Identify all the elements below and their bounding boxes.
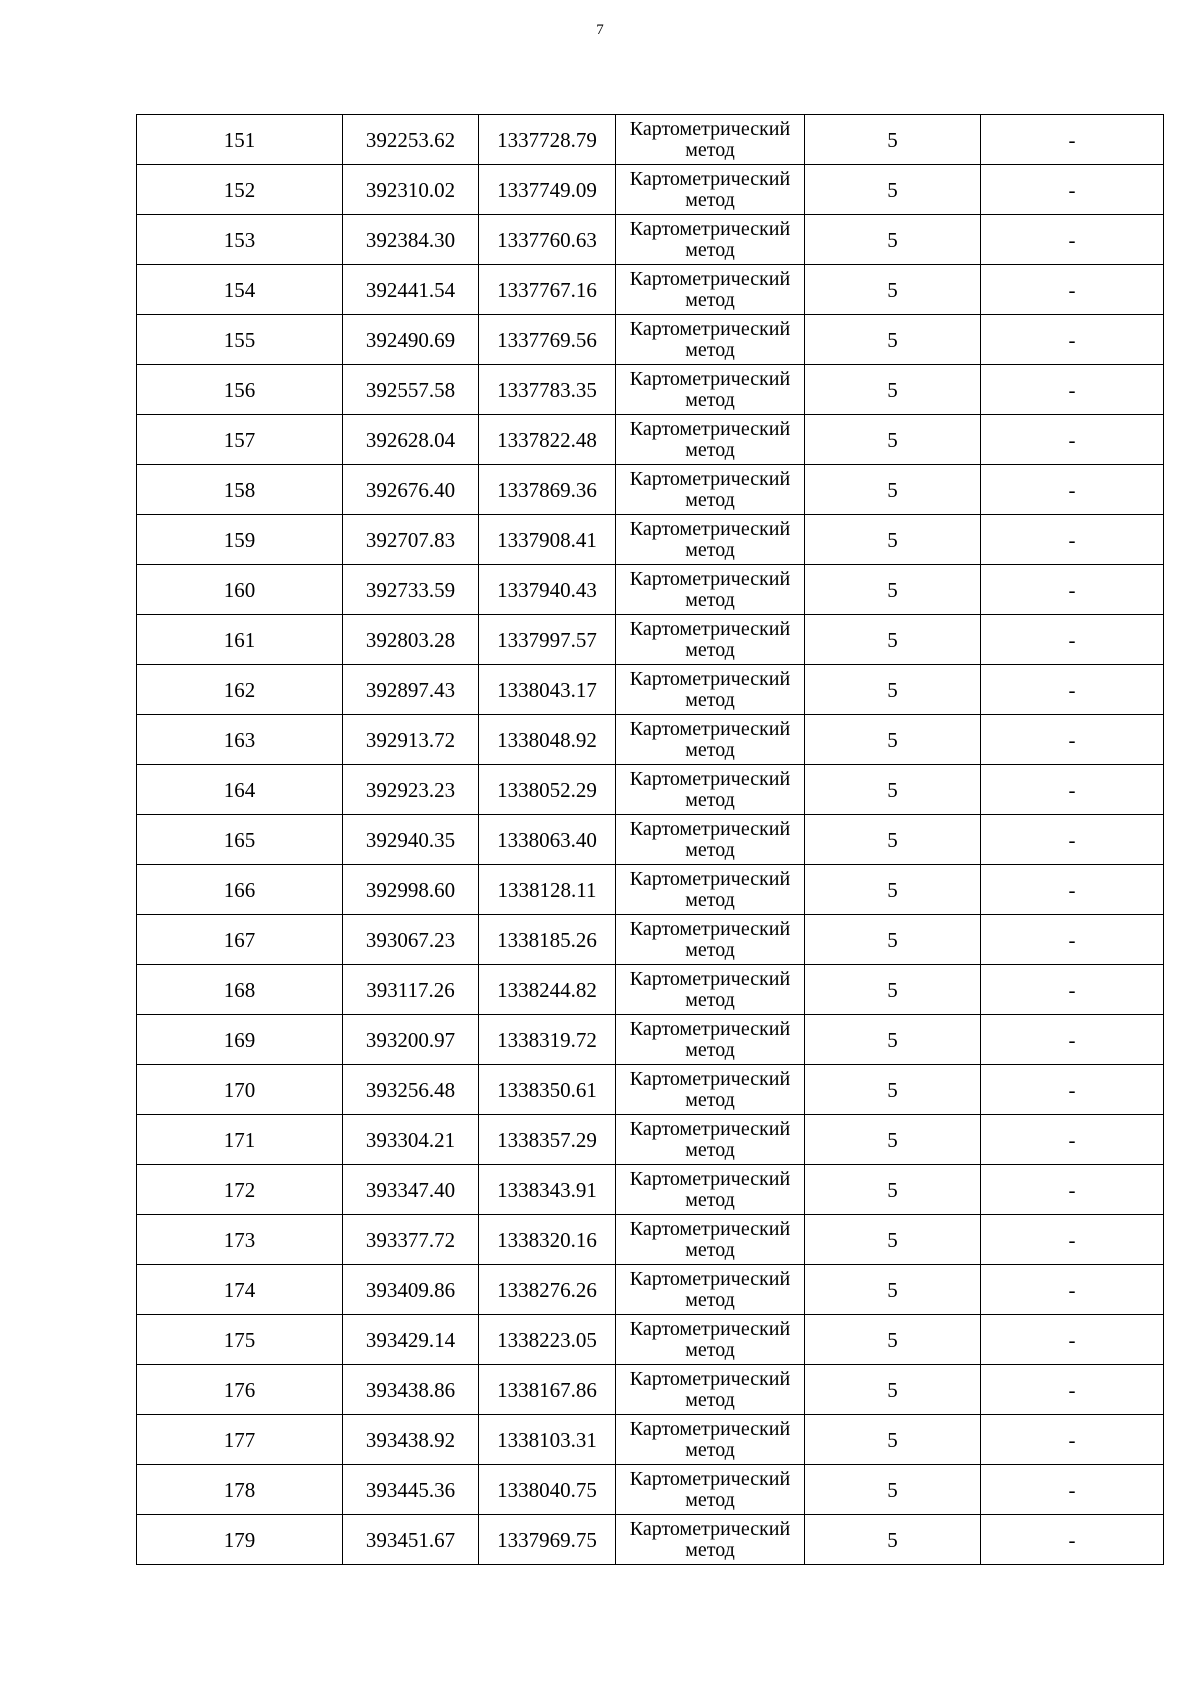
method-cell [616,615,805,665]
method-cell [616,1465,805,1515]
table-row [137,1215,1164,1265]
method-text: метод [685,1188,735,1211]
point-number-cell: 152 [137,165,343,215]
method-text: Картометрический [629,217,791,240]
error-cell: 5 [805,1015,981,1065]
note-cell: - [981,765,1164,815]
point-number-cell: 175 [137,1315,343,1365]
x-coordinate-cell: 392384.30 [343,215,479,265]
method-cell [616,1115,805,1165]
note-cell: - [981,915,1164,965]
note-cell: - [981,1365,1164,1415]
y-coordinate-cell: 1337728.79 [479,115,616,165]
method-text: метод [685,1338,735,1361]
method-text: Картометрический [629,917,791,940]
error-cell: 5 [805,765,981,815]
y-coordinate-cell: 1337760.63 [479,215,616,265]
note-cell: - [981,515,1164,565]
method-text: Картометрический [629,967,791,990]
error-cell: 5 [805,615,981,665]
method-text: метод [685,938,735,961]
table-row [137,1115,1164,1165]
error-cell: 5 [805,1515,981,1565]
error-cell: 5 [805,265,981,315]
method-text: Картометрический [629,367,791,390]
method-text: Картометрический [629,1117,791,1140]
y-coordinate-cell: 1338048.92 [479,715,616,765]
coordinates-table [136,114,1164,1565]
method-text: Картометрический [629,1267,791,1290]
y-coordinate-cell: 1337869.36 [479,465,616,515]
method-text: метод [685,1488,735,1511]
point-number-cell: 153 [137,215,343,265]
method-cell [616,565,805,615]
method-text: Картометрический [629,1467,791,1490]
method-text: Картометрический [629,867,791,890]
point-number-cell: 179 [137,1515,343,1565]
method-text: Картометрический [629,1067,791,1090]
page-number: 7 [596,22,604,38]
coordinates-table-body [137,115,1164,1565]
error-cell: 5 [805,115,981,165]
error-cell: 5 [805,215,981,265]
note-cell: - [981,1515,1164,1565]
x-coordinate-cell: 393429.14 [343,1315,479,1365]
method-cell [616,715,805,765]
point-number-cell: 170 [137,1065,343,1115]
error-cell: 5 [805,865,981,915]
table-row [137,1415,1164,1465]
method-text: метод [685,288,735,311]
note-cell: - [981,565,1164,615]
y-coordinate-cell: 1338040.75 [479,1465,616,1515]
method-cell [616,1165,805,1215]
x-coordinate-cell: 393117.26 [343,965,479,1015]
error-cell: 5 [805,665,981,715]
point-number-cell: 157 [137,415,343,465]
table-row [137,115,1164,165]
table-row [137,615,1164,665]
method-cell [616,515,805,565]
method-cell [616,965,805,1015]
x-coordinate-cell: 393304.21 [343,1115,479,1165]
y-coordinate-cell: 1338167.86 [479,1365,616,1415]
note-cell: - [981,1265,1164,1315]
note-cell: - [981,715,1164,765]
point-number-cell: 178 [137,1465,343,1515]
error-cell: 5 [805,1265,981,1315]
table-row [137,515,1164,565]
point-number-cell: 159 [137,515,343,565]
point-number-cell: 174 [137,1265,343,1315]
point-number-cell: 155 [137,315,343,365]
method-text: метод [685,238,735,261]
table-row [137,1165,1164,1215]
y-coordinate-cell: 1338357.29 [479,1115,616,1165]
x-coordinate-cell: 392676.40 [343,465,479,515]
method-text: Картометрический [629,167,791,190]
method-cell [616,415,805,465]
error-cell: 5 [805,1315,981,1365]
method-text: Картометрический [629,117,791,140]
method-text: метод [685,1288,735,1311]
method-text: Картометрический [629,1517,791,1540]
method-cell [616,1215,805,1265]
method-cell [616,915,805,965]
point-number-cell: 160 [137,565,343,615]
method-text: метод [685,188,735,211]
method-text: Картометрический [629,767,791,790]
table-row [137,1315,1164,1365]
y-coordinate-cell: 1338350.61 [479,1065,616,1115]
x-coordinate-cell: 392310.02 [343,165,479,215]
error-cell: 5 [805,1415,981,1465]
note-cell: - [981,965,1164,1015]
point-number-cell: 171 [137,1115,343,1165]
method-text: Картометрический [629,817,791,840]
y-coordinate-cell: 1338223.05 [479,1315,616,1365]
method-text: метод [685,1138,735,1161]
method-text: метод [685,988,735,1011]
x-coordinate-cell: 392253.62 [343,115,479,165]
y-coordinate-cell: 1338043.17 [479,665,616,715]
x-coordinate-cell: 392733.59 [343,565,479,615]
note-cell: - [981,1115,1164,1165]
method-text: метод [685,1438,735,1461]
x-coordinate-cell: 393445.36 [343,1465,479,1515]
x-coordinate-cell: 392923.23 [343,765,479,815]
method-text: Картометрический [629,1317,791,1340]
point-number-cell: 158 [137,465,343,515]
table-row [137,1065,1164,1115]
error-cell: 5 [805,465,981,515]
error-cell: 5 [805,315,981,365]
note-cell: - [981,615,1164,665]
method-cell [616,1065,805,1115]
error-cell: 5 [805,1165,981,1215]
x-coordinate-cell: 393067.23 [343,915,479,965]
method-cell [616,315,805,365]
x-coordinate-cell: 392803.28 [343,615,479,665]
x-coordinate-cell: 392557.58 [343,365,479,415]
point-number-cell: 151 [137,115,343,165]
method-text: Картометрический [629,467,791,490]
point-number-cell: 164 [137,765,343,815]
y-coordinate-cell: 1337940.43 [479,565,616,615]
y-coordinate-cell: 1337749.09 [479,165,616,215]
note-cell: - [981,165,1164,215]
table-row [137,1515,1164,1565]
table-row [137,1465,1164,1515]
note-cell: - [981,215,1164,265]
method-text: Картометрический [629,1017,791,1040]
error-cell: 5 [805,915,981,965]
x-coordinate-cell: 393347.40 [343,1165,479,1215]
error-cell: 5 [805,1215,981,1265]
point-number-cell: 163 [137,715,343,765]
point-number-cell: 167 [137,915,343,965]
y-coordinate-cell: 1338319.72 [479,1015,616,1065]
error-cell: 5 [805,815,981,865]
method-text: Картометрический [629,1217,791,1240]
method-cell [616,115,805,165]
method-cell [616,265,805,315]
point-number-cell: 156 [137,365,343,415]
note-cell: - [981,1465,1164,1515]
error-cell: 5 [805,1365,981,1415]
point-number-cell: 169 [137,1015,343,1065]
method-text: Картометрический [629,617,791,640]
note-cell: - [981,465,1164,515]
point-number-cell: 154 [137,265,343,315]
table-row [137,715,1164,765]
note-cell: - [981,415,1164,465]
table-row [137,1365,1164,1415]
table-row [137,165,1164,215]
note-cell: - [981,115,1164,165]
method-text: метод [685,738,735,761]
method-cell [616,465,805,515]
note-cell: - [981,1065,1164,1115]
method-cell [616,1265,805,1315]
point-number-cell: 173 [137,1215,343,1265]
y-coordinate-cell: 1337908.41 [479,515,616,565]
y-coordinate-cell: 1338052.29 [479,765,616,815]
note-cell: - [981,265,1164,315]
method-cell [616,215,805,265]
note-cell: - [981,1315,1164,1365]
error-cell: 5 [805,715,981,765]
method-cell [616,1415,805,1465]
error-cell: 5 [805,1065,981,1115]
x-coordinate-cell: 393438.86 [343,1365,479,1415]
method-text: Картометрический [629,517,791,540]
table-row [137,815,1164,865]
error-cell: 5 [805,565,981,615]
x-coordinate-cell: 392628.04 [343,415,479,465]
method-text: метод [685,888,735,911]
y-coordinate-cell: 1337769.56 [479,315,616,365]
method-text: метод [685,788,735,811]
point-number-cell: 162 [137,665,343,715]
table-row [137,765,1164,815]
y-coordinate-cell: 1338320.16 [479,1215,616,1265]
method-cell [616,815,805,865]
method-text: метод [685,588,735,611]
method-text: Картометрический [629,317,791,340]
method-cell [616,1365,805,1415]
y-coordinate-cell: 1337969.75 [479,1515,616,1565]
x-coordinate-cell: 393377.72 [343,1215,479,1265]
method-text: метод [685,1088,735,1111]
error-cell: 5 [805,365,981,415]
x-coordinate-cell: 392490.69 [343,315,479,365]
method-text: Картометрический [629,267,791,290]
point-number-cell: 161 [137,615,343,665]
point-number-cell: 176 [137,1365,343,1415]
x-coordinate-cell: 392441.54 [343,265,479,315]
note-cell: - [981,1215,1164,1265]
table-row [137,1265,1164,1315]
method-text: Картометрический [629,567,791,590]
y-coordinate-cell: 1337997.57 [479,615,616,665]
method-cell [616,165,805,215]
error-cell: 5 [805,965,981,1015]
point-number-cell: 172 [137,1165,343,1215]
method-text: метод [685,438,735,461]
point-number-cell: 166 [137,865,343,915]
method-text: Картометрический [629,1417,791,1440]
method-text: метод [685,1238,735,1261]
x-coordinate-cell: 392940.35 [343,815,479,865]
y-coordinate-cell: 1338244.82 [479,965,616,1015]
note-cell: - [981,1015,1164,1065]
table-row [137,865,1164,915]
method-text: метод [685,1538,735,1561]
note-cell: - [981,365,1164,415]
method-cell [616,865,805,915]
table-row [137,215,1164,265]
y-coordinate-cell: 1338063.40 [479,815,616,865]
x-coordinate-cell: 392913.72 [343,715,479,765]
error-cell: 5 [805,515,981,565]
method-cell [616,1015,805,1065]
method-text: Картометрический [629,717,791,740]
x-coordinate-cell: 392707.83 [343,515,479,565]
table-row [137,665,1164,715]
x-coordinate-cell: 393438.92 [343,1415,479,1465]
error-cell: 5 [805,165,981,215]
method-cell [616,1315,805,1365]
y-coordinate-cell: 1337767.16 [479,265,616,315]
method-text: метод [685,1038,735,1061]
x-coordinate-cell: 392998.60 [343,865,479,915]
method-text: метод [685,688,735,711]
x-coordinate-cell: 392897.43 [343,665,479,715]
method-cell [616,665,805,715]
note-cell: - [981,1415,1164,1465]
table-row [137,915,1164,965]
table-row [137,365,1164,415]
error-cell: 5 [805,415,981,465]
y-coordinate-cell: 1337822.48 [479,415,616,465]
table-row [137,315,1164,365]
method-text: метод [685,388,735,411]
x-coordinate-cell: 393256.48 [343,1065,479,1115]
error-cell: 5 [805,1465,981,1515]
y-coordinate-cell: 1338276.26 [479,1265,616,1315]
y-coordinate-cell: 1338103.31 [479,1415,616,1465]
table-row [137,265,1164,315]
table-row [137,415,1164,465]
method-text: Картометрический [629,417,791,440]
point-number-cell: 177 [137,1415,343,1465]
y-coordinate-cell: 1337783.35 [479,365,616,415]
note-cell: - [981,815,1164,865]
y-coordinate-cell: 1338343.91 [479,1165,616,1215]
method-text: метод [685,1388,735,1411]
method-cell [616,765,805,815]
x-coordinate-cell: 393200.97 [343,1015,479,1065]
x-coordinate-cell: 393451.67 [343,1515,479,1565]
method-cell [616,1515,805,1565]
point-number-cell: 165 [137,815,343,865]
y-coordinate-cell: 1338128.11 [479,865,616,915]
x-coordinate-cell: 393409.86 [343,1265,479,1315]
y-coordinate-cell: 1338185.26 [479,915,616,965]
table-row [137,965,1164,1015]
note-cell: - [981,865,1164,915]
method-text: метод [685,638,735,661]
method-text: метод [685,838,735,861]
method-text: Картометрический [629,667,791,690]
table-row [137,465,1164,515]
method-text: метод [685,488,735,511]
method-text: Картометрический [629,1167,791,1190]
method-cell [616,365,805,415]
method-text: метод [685,338,735,361]
error-cell: 5 [805,1115,981,1165]
method-text: метод [685,538,735,561]
table-row [137,565,1164,615]
note-cell: - [981,315,1164,365]
method-text: метод [685,138,735,161]
method-text: Картометрический [629,1367,791,1390]
point-number-cell: 168 [137,965,343,1015]
note-cell: - [981,665,1164,715]
table-row [137,1015,1164,1065]
note-cell: - [981,1165,1164,1215]
